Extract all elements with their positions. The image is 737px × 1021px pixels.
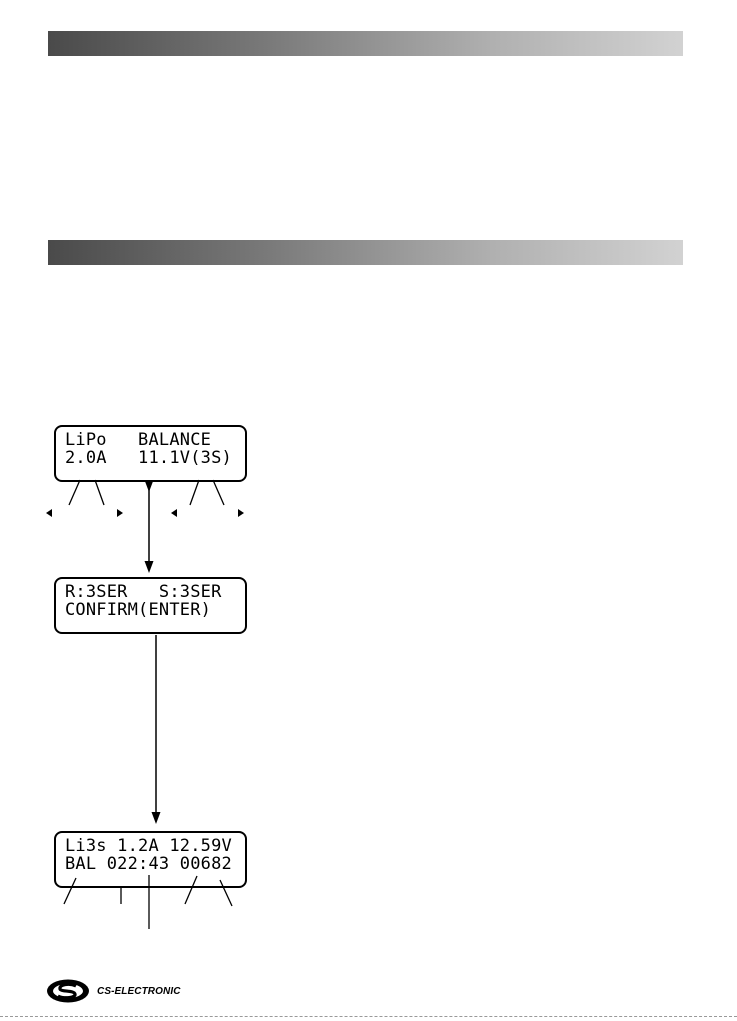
lcd-line-2: 2.0A 11.1V(3S) (65, 448, 232, 468)
cs-logo-icon (46, 978, 94, 1004)
brand-logo (46, 978, 181, 1004)
leader-line (220, 880, 232, 906)
leader-line (95, 480, 104, 505)
left-arrow-icon (171, 509, 177, 517)
lcd-line-2: BAL 022:43 00682 (65, 854, 232, 874)
leader-line (69, 480, 80, 505)
leader-line (190, 480, 199, 505)
page-edge-dashed-line (0, 1016, 737, 1017)
lcd-line-1: LiPo BALANCE (65, 430, 212, 450)
lcd-line-1: R:3SER S:3SER (65, 582, 222, 602)
leader-line (185, 876, 197, 904)
left-arrow-icon (46, 509, 52, 517)
right-arrow-icon (117, 509, 123, 517)
right-arrow-icon (238, 509, 244, 517)
leader-line (213, 480, 224, 505)
lcd-line-1: Li3s 1.2A 12.59V (65, 836, 232, 856)
leader-line (64, 878, 76, 904)
logo-text: CS-ELECTRONIC (97, 985, 181, 997)
lcd-line-2: CONFIRM(ENTER) (65, 600, 212, 620)
